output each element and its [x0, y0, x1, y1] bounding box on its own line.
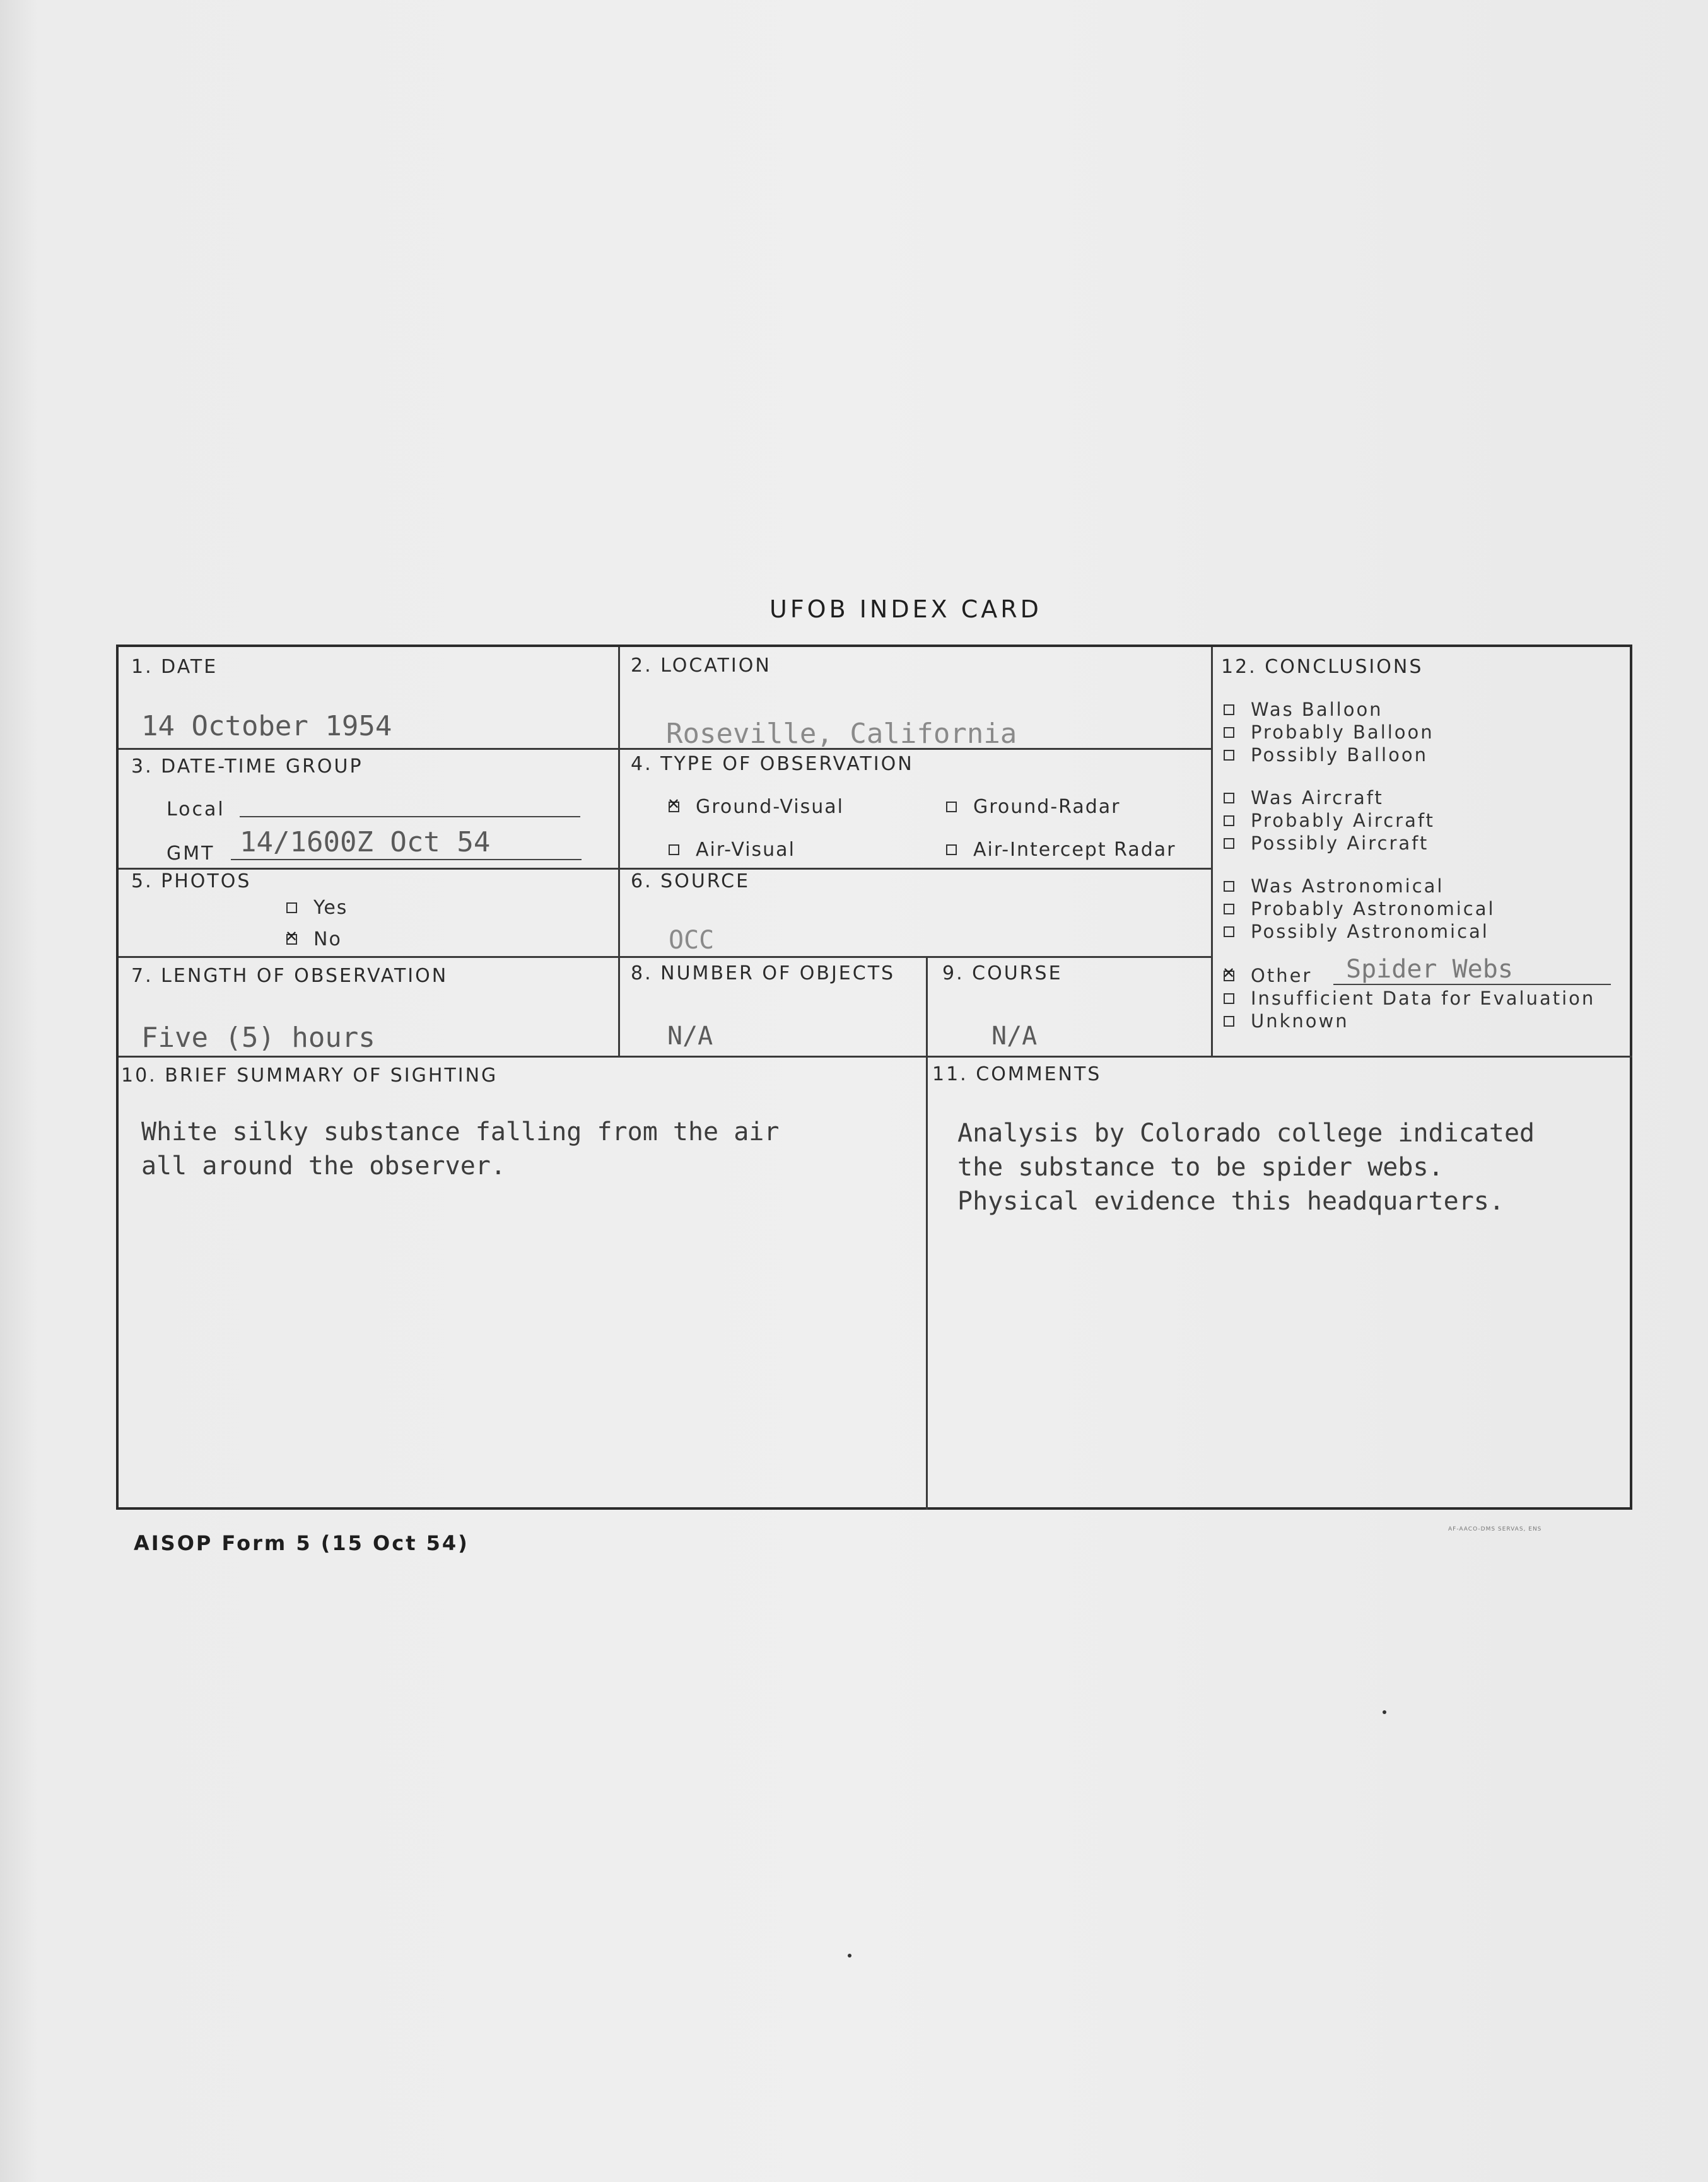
other-line	[1333, 984, 1611, 985]
photos-no-label: No	[313, 928, 342, 950]
checkbox-was-balloon[interactable]	[1224, 704, 1234, 715]
conclusion-possibly-balloon[interactable]	[1224, 744, 1428, 766]
conclusion-probably-aircraft[interactable]	[1224, 810, 1435, 831]
dtg-gmt-label: GMT	[167, 843, 215, 865]
conclusions-label: 12. CONCLUSIONS	[1221, 656, 1424, 678]
was-astronomical-label: Was Astronomical	[1251, 875, 1444, 897]
checkbox-air-intercept-radar[interactable]	[946, 844, 957, 855]
other-label: Other	[1251, 965, 1313, 986]
dtg-local-line	[240, 816, 580, 817]
probably-astronomical-label: Probably Astronomical	[1251, 898, 1495, 919]
dtg-gmt-value: 14/1600Z Oct 54	[240, 826, 491, 858]
air-visual-label: Air-Visual	[696, 839, 795, 861]
conclusion-unknown[interactable]	[1224, 1010, 1349, 1032]
summary-label: 10. BRIEF SUMMARY OF SIGHTING	[121, 1065, 498, 1087]
dust-speck	[1383, 1710, 1386, 1714]
conclusion-possibly-astronomical[interactable]	[1224, 921, 1489, 942]
index-card	[116, 645, 1632, 1510]
conclusion-probably-astronomical[interactable]	[1224, 898, 1495, 919]
comments-text: Analysis by Colorado college indicated the substance to be spider webs. Physical evidence this headquarters.	[957, 1119, 1535, 1216]
type-ground-radar[interactable]	[946, 796, 1121, 818]
objects-label: 8. NUMBER OF OBJECTS	[631, 962, 896, 984]
type-label: 4. TYPE OF OBSERVATION	[631, 753, 914, 775]
other-value: Spider Webs	[1346, 955, 1513, 984]
checkbox-insufficient-data[interactable]	[1224, 993, 1234, 1004]
photos-yes[interactable]	[286, 897, 348, 919]
col-divider-1	[618, 647, 620, 1056]
location-value: Roseville, California	[666, 718, 1017, 750]
checkbox-air-visual[interactable]	[669, 844, 679, 855]
ground-visual-label: Ground-Visual	[696, 796, 844, 818]
row-divider-2	[119, 868, 1211, 870]
conclusion-insufficient-data[interactable]	[1224, 988, 1595, 1009]
possibly-astronomical-label: Possibly Astronomical	[1251, 921, 1489, 942]
ground-radar-label: Ground-Radar	[973, 796, 1121, 818]
checkbox-possibly-astronomical[interactable]	[1224, 926, 1234, 937]
conclusion-probably-balloon[interactable]	[1224, 721, 1434, 743]
form-footer: AISOP Form 5 (15 Oct 54)	[134, 1531, 469, 1555]
checkbox-was-astronomical[interactable]	[1224, 881, 1234, 892]
location-label: 2. LOCATION	[631, 655, 771, 677]
checkbox-probably-astronomical[interactable]	[1224, 904, 1234, 914]
conclusion-possibly-aircraft[interactable]	[1224, 832, 1429, 854]
checkbox-ground-radar[interactable]	[946, 802, 957, 812]
photos-label: 5. PHOTOS	[131, 870, 252, 892]
dtg-label: 3. DATE-TIME GROUP	[131, 756, 363, 778]
row-divider-3	[119, 956, 1211, 958]
insufficient-data-label: Insufficient Data for Evaluation	[1251, 988, 1596, 1009]
air-intercept-radar-label: Air-Intercept Radar	[973, 839, 1176, 861]
date-label: 1. DATE	[131, 656, 218, 678]
date-value: 14 October 1954	[141, 710, 392, 742]
col-divider-2	[1211, 647, 1213, 1056]
checkbox-probably-balloon[interactable]	[1224, 727, 1234, 738]
type-air-intercept-radar[interactable]	[946, 839, 1176, 861]
checkbox-ground-visual[interactable]	[669, 802, 679, 812]
probably-balloon-label: Probably Balloon	[1251, 721, 1434, 743]
dtg-local-label: Local	[167, 798, 225, 820]
unknown-label: Unknown	[1251, 1010, 1349, 1032]
conclusion-other[interactable]	[1224, 965, 1312, 986]
col-divider-3	[926, 956, 928, 1510]
probably-aircraft-label: Probably Aircraft	[1251, 810, 1435, 831]
dust-speck	[848, 1954, 851, 1957]
possibly-balloon-label: Possibly Balloon	[1251, 744, 1428, 766]
row-divider-1	[119, 748, 1211, 750]
course-value: N/A	[991, 1022, 1038, 1051]
type-ground-visual[interactable]	[669, 796, 844, 818]
checkbox-was-aircraft[interactable]	[1224, 793, 1234, 803]
checkbox-photos-yes[interactable]	[286, 902, 297, 913]
checkbox-photos-no[interactable]	[286, 934, 297, 945]
type-air-visual[interactable]	[669, 839, 795, 861]
length-label: 7. LENGTH OF OBSERVATION	[131, 965, 448, 987]
conclusion-was-astronomical[interactable]	[1224, 875, 1444, 897]
objects-value: N/A	[667, 1022, 713, 1051]
conclusion-was-aircraft[interactable]	[1224, 787, 1384, 808]
checkbox-possibly-aircraft[interactable]	[1224, 838, 1234, 849]
dtg-gmt-line	[231, 859, 582, 860]
row-divider-4	[119, 1056, 1632, 1058]
card-title: UFOB INDEX CARD	[769, 595, 1042, 623]
course-label: 9. COURSE	[942, 962, 1063, 984]
checkbox-probably-aircraft[interactable]	[1224, 815, 1234, 826]
was-aircraft-label: Was Aircraft	[1251, 787, 1384, 808]
summary-text: White silky substance falling from the air all around the observer.	[141, 1117, 780, 1181]
photos-yes-label: Yes	[313, 897, 348, 919]
checkbox-possibly-balloon[interactable]	[1224, 750, 1234, 761]
length-value: Five (5) hours	[141, 1022, 375, 1054]
source-value: OCC	[669, 926, 715, 955]
conclusion-was-balloon[interactable]	[1224, 699, 1383, 720]
source-label: 6. SOURCE	[631, 870, 751, 892]
comments-label: 11. COMMENTS	[932, 1063, 1102, 1085]
checkbox-unknown[interactable]	[1224, 1016, 1234, 1027]
photos-no[interactable]	[286, 928, 342, 950]
checkbox-other[interactable]	[1224, 971, 1234, 981]
possibly-aircraft-label: Possibly Aircraft	[1251, 832, 1429, 854]
printer-imprint: AF-AACO-DMS SERVAS, ENS	[1448, 1526, 1542, 1532]
was-balloon-label: Was Balloon	[1251, 699, 1383, 720]
